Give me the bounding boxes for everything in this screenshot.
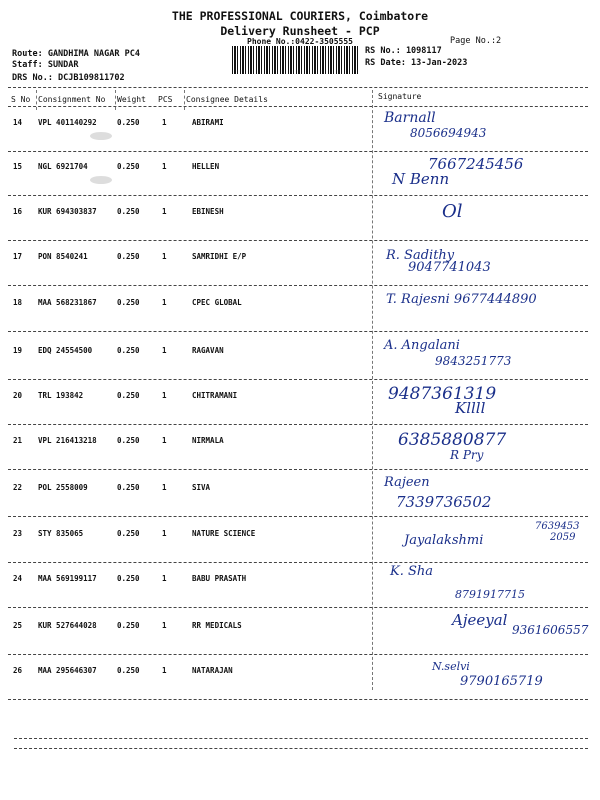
row-weight: 0.250: [117, 483, 140, 492]
row-weight: 0.250: [117, 666, 140, 675]
phone-number: Phone No.:0422-3505555: [247, 37, 353, 46]
row-consignee: NATURE SCIENCE: [192, 529, 256, 538]
row-pcs: 1: [162, 529, 167, 538]
row-sno: 15: [13, 162, 23, 171]
row-pcs: 1: [162, 346, 167, 355]
column-rule-consignment: [36, 90, 37, 110]
row-consignment-no: KUR 694303837: [38, 207, 97, 216]
row-consignee: SIVA: [192, 483, 211, 492]
row-sno: 22: [13, 483, 23, 492]
header-consignment: Consignment No: [38, 95, 106, 104]
row-consignment-no: VPL 401140292: [38, 118, 97, 127]
row-pcs: 1: [162, 118, 167, 127]
row-weight: 0.250: [117, 252, 140, 261]
row-signature-text: Rajeen: [384, 475, 430, 490]
row-signature-text: 7339736502: [396, 493, 492, 511]
page-number: Page No.:2: [450, 36, 502, 46]
row-separator: [8, 195, 588, 196]
row-signature-text: R. Sadithy: [386, 248, 455, 263]
sheet-title: Delivery Runsheet - PCP: [220, 24, 380, 38]
row-consignment-no: VPL 216413218: [38, 436, 97, 445]
row-signature-text: 9843251773: [435, 354, 512, 368]
row-consignment-no: MAA 295646307: [38, 666, 97, 675]
row-sno: 26: [13, 666, 23, 675]
row-consignment-no: STY 835065: [38, 529, 84, 538]
row-separator: [8, 424, 588, 425]
header-sno: S No: [11, 95, 31, 104]
row-consignment-no: PON 8540241: [38, 252, 88, 261]
row-signature-text: A. Angalani: [384, 338, 460, 353]
row-consignee: CPEC GLOBAL: [192, 298, 242, 307]
column-rule-signature: [372, 90, 373, 690]
row-signature-text: 8056694943: [410, 126, 487, 140]
row-consignee: EBINESH: [192, 207, 224, 216]
row-signature-text: 7639453: [535, 521, 580, 532]
row-separator: [8, 607, 588, 608]
row-signature-text: 6385880877: [398, 430, 507, 450]
rs-date: RS Date: 13-Jan-2023: [365, 58, 468, 68]
row-weight: 0.250: [117, 574, 140, 583]
row-weight: 0.250: [117, 207, 140, 216]
row-pcs: 1: [162, 621, 167, 630]
row-signature-text: 9487361319: [388, 384, 497, 404]
ink-smudge: [90, 176, 112, 184]
row-consignment-no: KUR 527644028: [38, 621, 97, 630]
row-pcs: 1: [162, 666, 167, 675]
row-weight: 0.250: [117, 529, 140, 538]
row-consignee: RAGAVAN: [192, 346, 224, 355]
row-separator: [8, 331, 588, 332]
row-separator: [8, 562, 588, 563]
row-consignment-no: MAA 569199117: [38, 574, 97, 583]
footer-rule-1: [14, 738, 588, 739]
rs-number: RS No.: 1098117: [365, 46, 442, 56]
row-pcs: 1: [162, 574, 167, 583]
row-consignee: NATARAJAN: [192, 666, 233, 675]
row-signature-text: K. Sha: [390, 564, 434, 579]
row-pcs: 1: [162, 298, 167, 307]
row-consignee: RR MEDICALS: [192, 621, 242, 630]
row-sno: 25: [13, 621, 23, 630]
row-consignee: SAMRIDHI E/P: [192, 252, 247, 261]
row-separator: [8, 240, 588, 241]
row-consignment-no: TRL 193842: [38, 391, 84, 400]
ink-smudge: [90, 132, 112, 140]
row-consignment-no: MAA 568231867: [38, 298, 97, 307]
row-weight: 0.250: [117, 436, 140, 445]
row-signature-text: R Pry: [450, 448, 484, 462]
row-pcs: 1: [162, 162, 167, 171]
row-sno: 20: [13, 391, 23, 400]
row-signature-text: Ajeeyal: [452, 611, 508, 629]
row-sno: 21: [13, 436, 23, 445]
company-title: THE PROFESSIONAL COURIERS, Coimbatore: [171, 9, 429, 23]
row-separator: [8, 699, 588, 700]
row-consignee: NIRMALA: [192, 436, 224, 445]
row-signature-text: N Benn: [392, 170, 450, 188]
row-pcs: 1: [162, 391, 167, 400]
row-signature-text: 9047741043: [408, 260, 491, 275]
row-consignee: CHITRAMANI: [192, 391, 238, 400]
row-signature-text: Jayalakshmi: [404, 533, 484, 548]
staff: Staff: SUNDAR: [12, 60, 79, 70]
row-signature-text: 9790165719: [460, 674, 543, 689]
column-rule-weight: [115, 90, 116, 110]
row-separator: [8, 285, 588, 286]
route: Route: GANDHIMA NAGAR PC4: [12, 49, 140, 59]
row-sno: 14: [13, 118, 23, 127]
header-rule-bottom: [8, 106, 588, 107]
row-separator: [8, 151, 588, 152]
row-sno: 18: [13, 298, 23, 307]
row-sno: 19: [13, 346, 23, 355]
header-rule-top: [8, 87, 588, 88]
row-sno: 24: [13, 574, 23, 583]
row-pcs: 1: [162, 483, 167, 492]
row-sno: 23: [13, 529, 23, 538]
row-weight: 0.250: [117, 391, 140, 400]
row-pcs: 1: [162, 252, 167, 261]
row-pcs: 1: [162, 436, 167, 445]
drs-number: DRS No.: DCJB109811702: [12, 73, 125, 83]
row-separator: [8, 516, 588, 517]
header-weight: Weight: [117, 95, 146, 104]
row-signature-text: N.selvi: [432, 660, 470, 673]
row-signature-text: T. Rajesni 9677444890: [386, 292, 537, 307]
row-consignee: BABU PRASATH: [192, 574, 247, 583]
row-weight: 0.250: [117, 162, 140, 171]
row-separator: [8, 469, 588, 470]
row-signature-text: Ol: [442, 201, 463, 222]
column-rule-consignee: [184, 90, 185, 110]
header-pcs: PCS: [158, 95, 173, 104]
row-weight: 0.250: [117, 346, 140, 355]
row-signature-text: 9361606557: [512, 623, 589, 637]
footer-rule-2: [14, 748, 588, 749]
row-signature-text: 8791917715: [455, 588, 525, 601]
row-weight: 0.250: [117, 118, 140, 127]
row-signature-text: 7667245456: [428, 155, 524, 173]
barcode: [232, 46, 358, 74]
row-consignee: ABIRAMI: [192, 118, 224, 127]
row-consignment-no: EDQ 24554500: [38, 346, 93, 355]
row-sno: 17: [13, 252, 23, 261]
row-consignment-no: POL 2558009: [38, 483, 88, 492]
row-signature-text: Kllll: [455, 399, 486, 417]
row-weight: 0.250: [117, 298, 140, 307]
row-separator: [8, 379, 588, 380]
header-consignee: Consignee Details: [186, 95, 268, 104]
row-weight: 0.250: [117, 621, 140, 630]
header-signature: Signature: [378, 92, 422, 101]
row-signature-text: 2059: [550, 532, 576, 543]
row-sno: 16: [13, 207, 23, 216]
row-separator: [8, 654, 588, 655]
row-pcs: 1: [162, 207, 167, 216]
row-signature-text: Barnall: [384, 110, 436, 126]
row-consignment-no: NGL 6921704: [38, 162, 88, 171]
row-consignee: HELLEN: [192, 162, 220, 171]
